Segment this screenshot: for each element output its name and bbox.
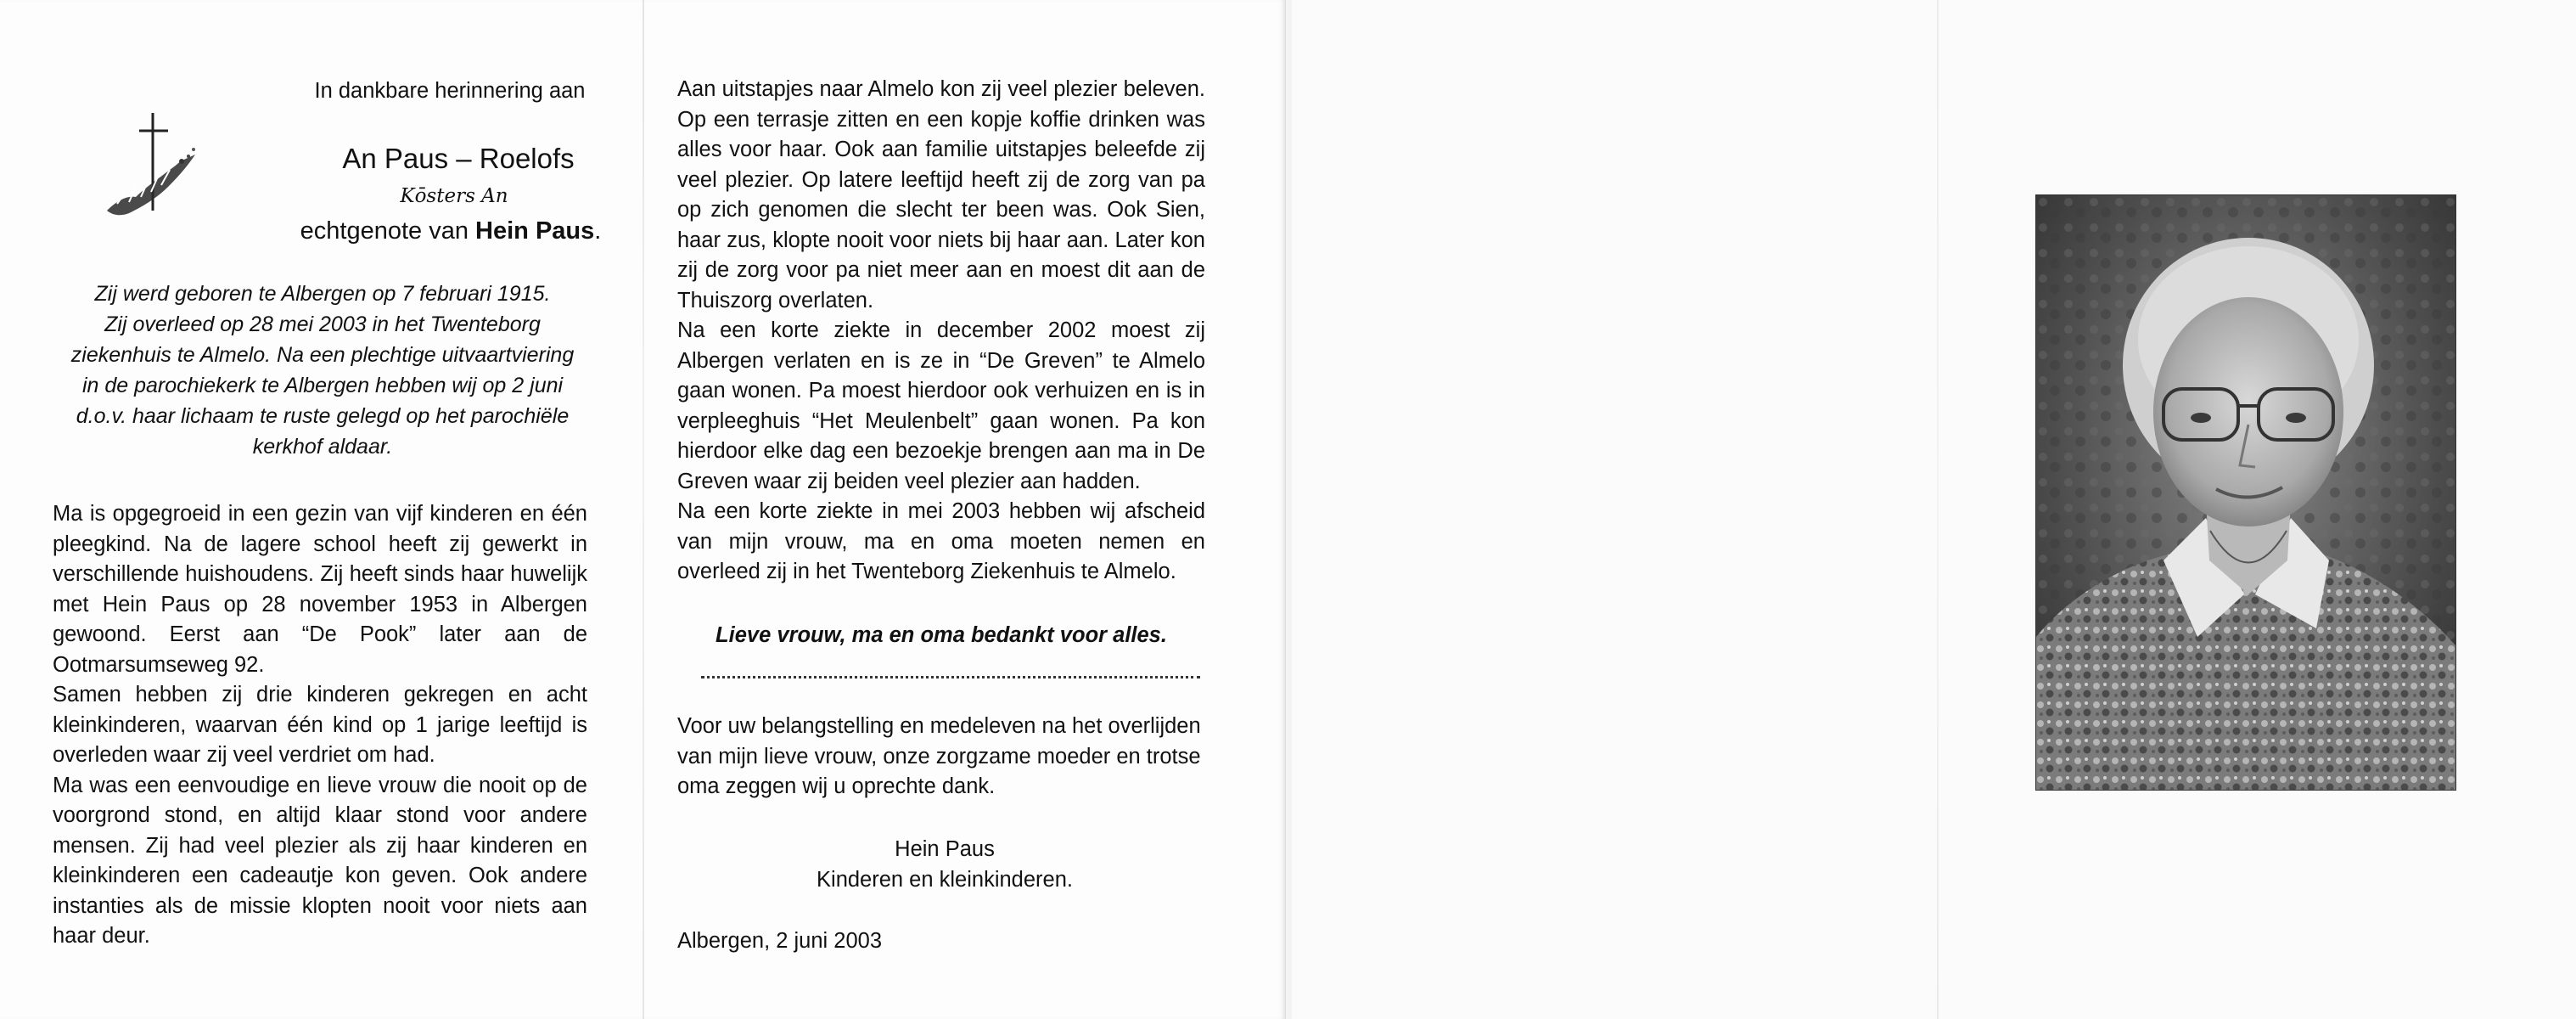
spouse-prefix: echtgenote van [300,217,469,245]
thanks-line: oma zeggen wij u oprechte dank. [677,774,996,798]
thanks-paragraph [677,712,1205,802]
signature-block [762,834,1127,895]
signature-line: Hein Paus [895,837,995,861]
life-dates-line: ziekenhuis te Almelo. Na een plechtige uitvaartviering [70,343,575,367]
life-dates-line: kerkhof aldaar. [252,435,393,459]
thanks-line: van mijn lieve vrouw, onze zorgzame moeder en trotse [677,744,1201,768]
center-fold [643,0,644,1019]
spouse-suffix: . [594,217,602,245]
biography-right [677,75,1205,588]
memoriam-heading: In dankbare herinnering aan [314,79,586,103]
life-dates-line: d.o.v. haar lichaam te ruste gelegd op het parochiële [76,404,570,428]
biography-paragraph: Ma is opgegroeid in een gezin van vijf kinderen en één pleegkind. Na de lagere school heeft zij gewerkt in verschillende huishoudens. Zij heeft sinds haar huwelijk met Hein Paus op 28 november 1953 in Albergen gewoond. Eerst aan “De Pook” later aan de Ootmarsumseweg 92. [53,502,587,677]
card-header [255,70,679,250]
outer-fold [1937,0,1939,1019]
biography-paragraph: Aan uitstapjes naar Almelo kon zij veel plezier beleven. Op een terrasje zitten en een kopje koffie drinken was alles voor haar. Ook aan familie uitstapjes beleefde zij veel plezier. Op latere leeftijd heeft zij de zorg van pa op zich genomen die slecht ter been was. Ook Sien, haar zus, klopte nooit voor niets bij haar aan. Later kon zij de zorg voor pa niet meer aan en moest dit aan de Thuiszorg overlaten. [677,77,1205,312]
spouse-line [222,212,679,250]
cross-with-dove-icon [100,109,210,236]
nickname: Kōsters An [400,185,508,207]
biography-paragraph: Samen hebben zij drie kinderen gekregen en acht kleinkinderen, waarvan één kind op 1 jarige leeftijd is overleden waar zij veel verdriet om had. [53,683,587,767]
dotted-divider [701,676,1200,678]
biography-left [53,499,587,952]
biography-paragraph: Na een korte ziekte in mei 2003 hebben wij afscheid van mijn vrouw, ma en oma moeten nemen en overleed zij in het Twenteborg Ziekenhuis te Almelo. [677,499,1205,583]
signature-line: Kinderen en kleinkinderen. [817,868,1073,892]
portrait-photo [2036,195,2455,790]
life-dates-paragraph [51,279,594,462]
closing-line: Lieve vrouw, ma en oma bedankt voor alles. [716,623,1167,647]
life-dates-line: Zij werd geboren te Albergen op 7 februari 1915. [94,282,551,306]
biography-paragraph: Ma was een eenvoudige en lieve vrouw die nooit op de voorgrond stond, en altijd klaar stond voor andere mensen. Zij had veel plezier als zij haar kinderen en kleinkinderen een cadeautje kon geven. Ook andere instanties als de missie klopten nooit voor niets aan haar deur. [53,773,587,948]
life-dates-line: Zij overleed op 28 mei 2003 in het Twenteborg [104,312,541,336]
life-dates-line: in de parochiekerk te Albergen hebben wij op 2 juni [81,374,564,397]
place-date: Albergen, 2 juni 2003 [677,929,883,953]
spouse-name: Hein Paus [475,217,595,245]
deceased-name: An Paus – Roelofs [342,143,575,174]
card-inside-sheet [0,0,1286,1019]
thanks-line: Voor uw belangstelling en medeleven na het overlijden [677,714,1201,738]
biography-paragraph: Na een korte ziekte in december 2002 moest zij Albergen verlaten en is ze in “De Greven” te Almelo gaan wonen. Pa moest hierdoor ook verhuizen en is in verpleeghuis “Het Meulenbelt” gaan wonen. Pa kon hierdoor elke dag een bezoekje brengen aan ma in De Greven waar zij beiden veel plezier aan hadden. [677,318,1205,493]
